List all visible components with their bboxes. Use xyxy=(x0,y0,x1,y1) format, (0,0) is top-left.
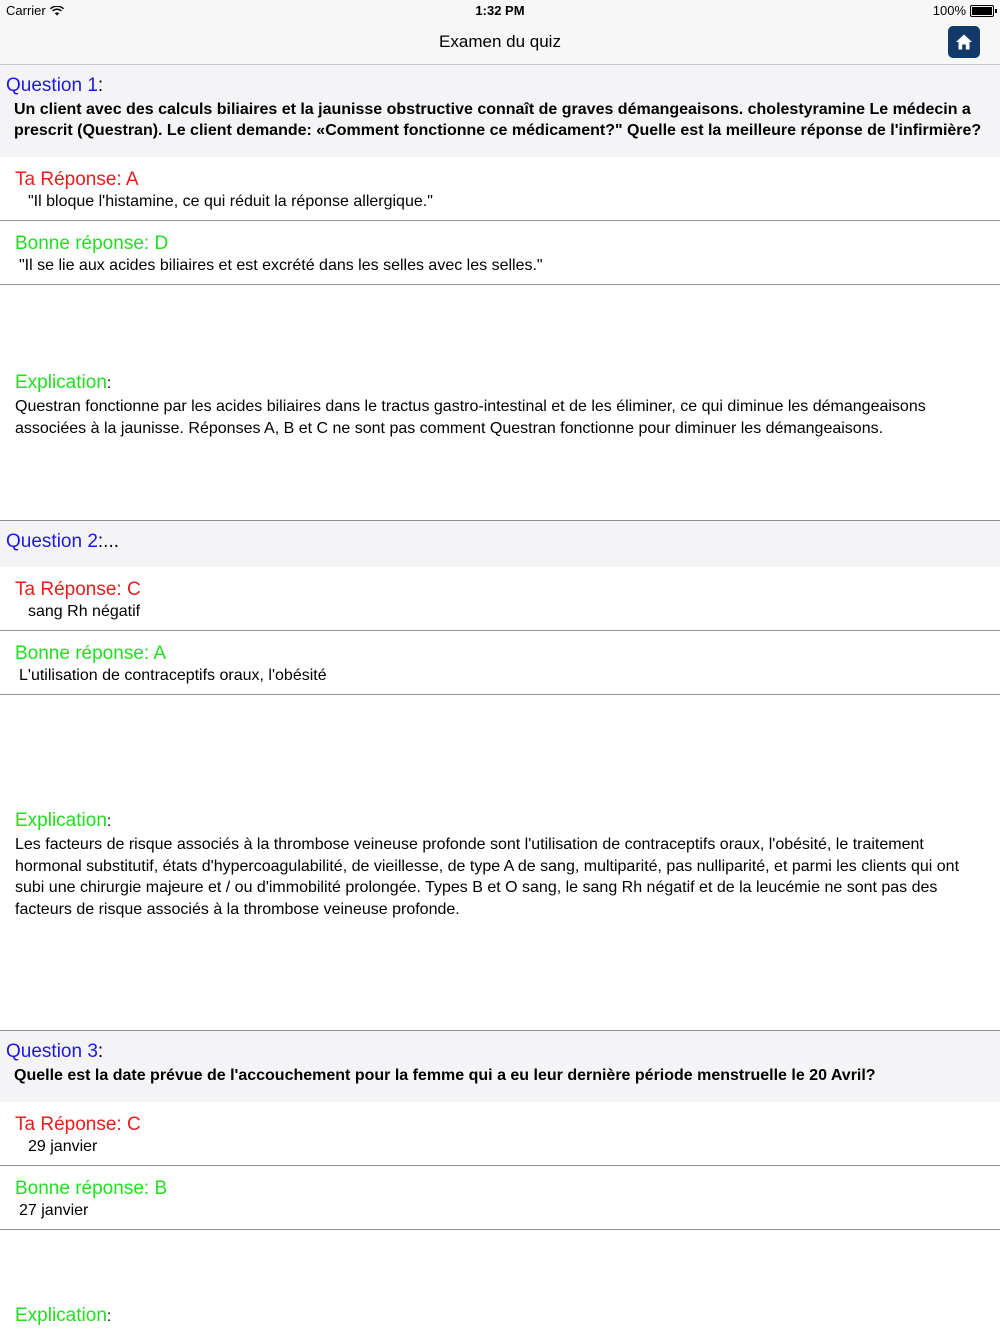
nav-title: Examen du quiz xyxy=(439,32,561,51)
your-answer-label: Ta Réponse: C xyxy=(15,579,141,600)
home-button[interactable] xyxy=(948,26,980,58)
explanation-label: Explication: xyxy=(15,372,112,393)
correct-answer-row xyxy=(0,631,1000,695)
correct-answer-label: Bonne réponse: B xyxy=(15,1178,168,1199)
your-answer-text: sang Rh négatif xyxy=(28,603,141,620)
your-answer-row xyxy=(0,157,1000,221)
battery-icon xyxy=(970,5,994,17)
your-answer-text: "Il bloque l'histamine, ce qui réduit la réponse allergique." xyxy=(28,193,433,210)
status-time: 1:32 PM xyxy=(475,3,525,18)
explanation-label: Explication: xyxy=(15,810,112,831)
question-block xyxy=(0,1031,1000,1327)
carrier-label: Carrier xyxy=(6,3,46,18)
question-block xyxy=(0,65,1000,521)
your-answer-row xyxy=(0,1102,1000,1166)
explanation-text: Questran fonctionne par les acides biliaires dans le tractus gastro-intestinal et de les éliminer, ce qui diminue les démangeaisons associées à la jaunisse. Réponses A, B et C ne sont pas comment Questran fonctionne pour diminuer les démangeaisons. xyxy=(15,398,926,437)
your-answer-label: Ta Réponse: A xyxy=(15,169,139,190)
correct-answer-row xyxy=(0,1166,1000,1230)
question-header xyxy=(0,1031,1000,1102)
explanation-section xyxy=(0,1230,1000,1327)
correct-answer-row xyxy=(0,221,1000,285)
question-block xyxy=(0,521,1000,1031)
explanation-section xyxy=(0,285,1000,521)
correct-answer-label: Bonne réponse: D xyxy=(15,233,169,254)
battery-percent: 100% xyxy=(932,3,966,18)
explanation-label: Explication: xyxy=(15,1305,112,1326)
your-answer-row xyxy=(0,567,1000,631)
correct-answer-text: 27 janvier xyxy=(19,1202,89,1219)
question-text: Quelle est la date prévue de l'accouchement pour la femme qui a eu leur dernière période menstruelle le 20 Avril? xyxy=(14,1067,876,1084)
quiz-review-list[interactable] xyxy=(0,65,1000,1334)
question-label: Question 1: xyxy=(6,75,104,96)
navigation-bar xyxy=(0,22,1000,65)
correct-answer-text: L'utilisation de contraceptifs oraux, l'obésité xyxy=(19,667,327,684)
correct-answer-text: "Il se lie aux acides biliaires et est excrété dans les selles avec les selles." xyxy=(19,257,543,274)
explanation-text: Les facteurs de risque associés à la thrombose veineuse profonde sont l'utilisation de contraceptifs oraux, l'obésité, le traitement hormonal substitutif, états d'hypercoagulabilité, de vieillesse, de type A de sang, multiparité, pas nulliparité, et parmi les clients qui ont subi une chirurgie majeure et / ou d'immobilité prolongée. Types B et O sang, le sang Rh négatif et de la leucémie ne sont pas des facteurs de risque associés à la thrombose veineuse profonde. xyxy=(15,836,960,918)
your-answer-label: Ta Réponse: C xyxy=(15,1114,141,1135)
home-icon xyxy=(955,33,973,51)
explanation-section xyxy=(0,695,1000,1031)
question-header xyxy=(0,521,1000,567)
question-header xyxy=(0,65,1000,157)
status-bar xyxy=(0,0,1000,22)
your-answer-text: 29 janvier xyxy=(28,1138,98,1155)
question-label: Question 3: xyxy=(6,1041,104,1062)
correct-answer-label: Bonne réponse: A xyxy=(15,643,167,664)
question-text: Un client avec des calculs biliaires et la jaunisse obstructive connaît de graves démangeaisons. cholestyramine Le médecin a prescrit (Questran). Le client demande: «Comment fonctionne ce médicament?" Quelle est la meilleure réponse de l'infirmière? xyxy=(14,101,982,139)
status-right xyxy=(933,3,994,18)
question-label: Question 2:... xyxy=(6,531,120,552)
